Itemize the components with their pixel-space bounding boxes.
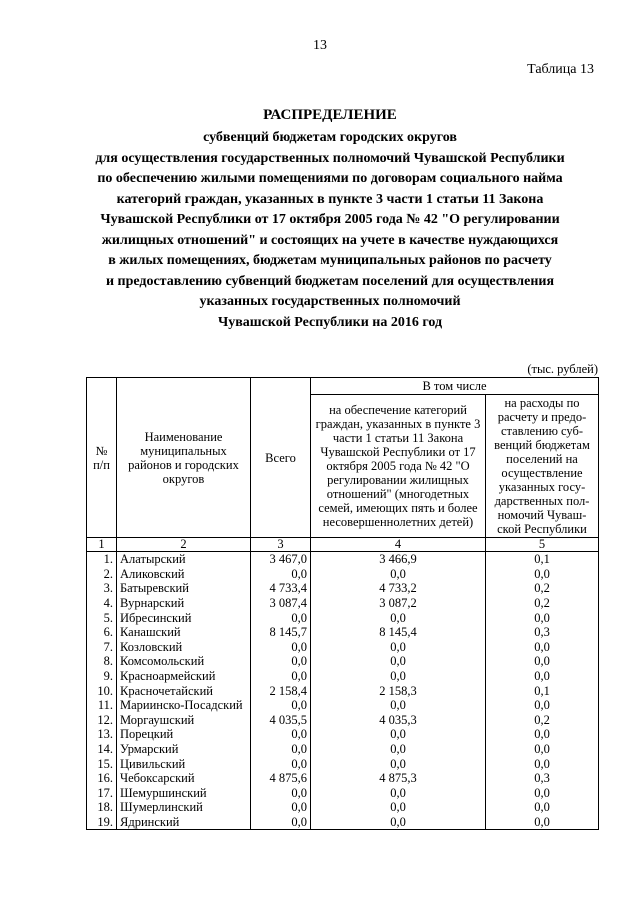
total-value: 4 733,4 xyxy=(251,581,311,596)
col-a-value: 4 035,3 xyxy=(311,713,486,728)
district-name: Канашский xyxy=(117,625,251,640)
header-name: Наименование муниципальных районов и городских округов xyxy=(117,378,251,538)
district-name: Ядринский xyxy=(117,815,251,830)
total-value: 2 158,4 xyxy=(251,683,311,698)
district-name: Батыревский xyxy=(117,581,251,596)
table-row xyxy=(87,771,599,786)
row-number: 6. xyxy=(87,625,117,640)
row-number: 7. xyxy=(87,640,117,655)
col-a-value: 0,0 xyxy=(311,640,486,655)
row-number: 4. xyxy=(87,596,117,611)
col-b-value: 0,2 xyxy=(486,713,599,728)
row-number: 13. xyxy=(87,727,117,742)
title-line: по обеспечению жилыми помещениями по договорам социального найма xyxy=(97,171,563,186)
total-value: 3 087,4 xyxy=(251,596,311,611)
col-a-value: 0,0 xyxy=(311,567,486,582)
row-number: 3. xyxy=(87,581,117,596)
table-row xyxy=(87,786,599,801)
row-number: 8. xyxy=(87,654,117,669)
col-b-value: 0,3 xyxy=(486,771,599,786)
district-name: Урмарский xyxy=(117,742,251,757)
district-name: Вурнарский xyxy=(117,596,251,611)
table-row xyxy=(87,654,599,669)
title-line: для осуществления государственных полномочий Чувашской Республики xyxy=(95,150,565,166)
col-a-value: 4 733,2 xyxy=(311,581,486,596)
total-value: 0,0 xyxy=(251,567,311,582)
total-value: 0,0 xyxy=(251,669,311,684)
row-number: 10. xyxy=(87,683,117,698)
col-a-value: 0,0 xyxy=(311,669,486,684)
total-value: 0,0 xyxy=(251,640,311,655)
col-a-value: 0,0 xyxy=(311,786,486,801)
district-name: Чебоксарский xyxy=(117,771,251,786)
distribution-table xyxy=(86,377,599,830)
units-label: (тыс. рублей) xyxy=(527,362,598,376)
col-b-value: 0,0 xyxy=(486,742,599,757)
row-number: 11. xyxy=(87,698,117,713)
district-name: Порецкий xyxy=(117,727,251,742)
table-row xyxy=(87,698,599,713)
col-a-value: 2 158,3 xyxy=(311,683,486,698)
total-value: 0,0 xyxy=(251,698,311,713)
table-row xyxy=(87,640,599,655)
col-a-value: 3 466,9 xyxy=(311,552,486,567)
title-line: указанных государственных полномочий xyxy=(199,294,461,309)
district-name: Мариинско-Посадский xyxy=(117,698,251,713)
table-row xyxy=(87,552,599,567)
total-value: 3 467,0 xyxy=(251,552,311,567)
col-b-value: 0,1 xyxy=(486,552,599,567)
total-value: 0,0 xyxy=(251,727,311,742)
col-b-value: 0,0 xyxy=(486,815,599,830)
title-line: субвенций бюджетам городских округов xyxy=(203,130,457,145)
row-number: 14. xyxy=(87,742,117,757)
district-name: Моргаушский xyxy=(117,713,251,728)
col-b-value: 0,0 xyxy=(486,640,599,655)
district-name: Красночетайский xyxy=(117,683,251,698)
column-number-row xyxy=(87,538,599,552)
col-b-value: 0,0 xyxy=(486,654,599,669)
page-number: 13 xyxy=(313,38,327,53)
col-b-value: 0,0 xyxy=(486,756,599,771)
table-row xyxy=(87,669,599,684)
row-number: 19. xyxy=(87,815,117,830)
col-a-value: 0,0 xyxy=(311,727,486,742)
row-number: 9. xyxy=(87,669,117,684)
total-value: 4 875,6 xyxy=(251,771,311,786)
col-a-value: 0,0 xyxy=(311,742,486,757)
header-col-a: на обеспечение категорий граждан, указанных в пункте 3 части 1 статьи 11 Закона Чувашской Республики от 17 октября 2005 года № 42 "О регулировании жилищных отношений" (многодетных семей, имеющих пять и более несовершеннолетних детей) xyxy=(311,395,486,538)
col-b-value: 0,0 xyxy=(486,727,599,742)
title-line: жилищных отношений" и состоящих на учете в качестве нуждающихся xyxy=(101,232,559,248)
row-number: 2. xyxy=(87,567,117,582)
title-lines xyxy=(40,128,620,333)
col-a-value: 0,0 xyxy=(311,698,486,713)
title-line: Чувашской Республики от 17 октября 2005 года № 42 "О регулировании xyxy=(100,212,560,227)
header-num: № п/п xyxy=(87,378,117,538)
header-col-b: на расходы по расчету и предо-ставлению суб-венций бюджетам поселений на осуществление указанных госу-дарственных пол-номочий Чуваш-ской Республики xyxy=(486,395,599,538)
total-value: 0,0 xyxy=(251,654,311,669)
table-header xyxy=(87,378,599,552)
table-row xyxy=(87,596,599,611)
district-name: Козловский xyxy=(117,640,251,655)
col-b-value: 0,3 xyxy=(486,625,599,640)
col-a-value: 0,0 xyxy=(311,610,486,625)
total-value: 8 145,7 xyxy=(251,625,311,640)
district-name: Аликовский xyxy=(117,567,251,582)
row-number: 17. xyxy=(87,786,117,801)
col-b-value: 0,0 xyxy=(486,786,599,801)
header-including: В том числе xyxy=(311,378,599,395)
table-row xyxy=(87,625,599,640)
table-row xyxy=(87,800,599,815)
col-a-value: 3 087,2 xyxy=(311,596,486,611)
col-a-value: 0,0 xyxy=(311,756,486,771)
total-value: 0,0 xyxy=(251,800,311,815)
row-number: 18. xyxy=(87,800,117,815)
title-line: и предоставлению субвенций бюджетам поселений для осуществления xyxy=(105,273,555,289)
total-value: 0,0 xyxy=(251,815,311,830)
district-name: Красноармейский xyxy=(117,669,251,684)
table-row xyxy=(87,756,599,771)
col-b-value: 0,2 xyxy=(486,596,599,611)
table-row xyxy=(87,610,599,625)
district-name: Цивильский xyxy=(117,756,251,771)
col-b-value: 0,0 xyxy=(486,698,599,713)
col-a-value: 0,0 xyxy=(311,815,486,830)
district-name: Ибресинский xyxy=(117,610,251,625)
district-name: Комсомольский xyxy=(117,654,251,669)
column-number: 1 xyxy=(87,538,117,552)
col-b-value: 0,1 xyxy=(486,683,599,698)
title-line: категорий граждан, указанных в пункте 3 части 1 статьи 11 Закона xyxy=(116,191,544,207)
column-number: 2 xyxy=(117,538,251,552)
row-number: 12. xyxy=(87,713,117,728)
column-number: 3 xyxy=(251,538,311,552)
col-a-value: 0,0 xyxy=(311,800,486,815)
title-heading: РАСПРЕДЕЛЕНИЕ xyxy=(263,107,397,123)
col-a-value: 4 875,3 xyxy=(311,771,486,786)
district-name: Алатырский xyxy=(117,552,251,567)
document-title xyxy=(40,106,620,333)
row-number: 5. xyxy=(87,610,117,625)
table-row xyxy=(87,581,599,596)
column-number: 4 xyxy=(311,538,486,552)
col-b-value: 0,0 xyxy=(486,800,599,815)
table-body xyxy=(87,552,599,830)
col-b-value: 0,0 xyxy=(486,567,599,582)
table-label: Таблица 13 xyxy=(527,62,594,77)
col-a-value: 8 145,4 xyxy=(311,625,486,640)
title-line: в жилых помещениях, бюджетам муниципальных районов по расчету xyxy=(108,253,552,268)
total-value: 4 035,5 xyxy=(251,713,311,728)
header-total: Всего xyxy=(251,378,311,538)
row-number: 1. xyxy=(87,552,117,567)
total-value: 0,0 xyxy=(251,742,311,757)
table-row xyxy=(87,567,599,582)
table-row xyxy=(87,713,599,728)
table-row xyxy=(87,683,599,698)
col-b-value: 0,0 xyxy=(486,669,599,684)
col-a-value: 0,0 xyxy=(311,654,486,669)
row-number: 16. xyxy=(87,771,117,786)
table-row xyxy=(87,815,599,830)
col-b-value: 0,2 xyxy=(486,581,599,596)
col-b-value: 0,0 xyxy=(486,610,599,625)
table-row xyxy=(87,727,599,742)
district-name: Шумерлинский xyxy=(117,800,251,815)
row-number: 15. xyxy=(87,756,117,771)
district-name: Шемуршинский xyxy=(117,786,251,801)
total-value: 0,0 xyxy=(251,756,311,771)
total-value: 0,0 xyxy=(251,786,311,801)
total-value: 0,0 xyxy=(251,610,311,625)
column-number: 5 xyxy=(486,538,599,552)
table-row xyxy=(87,742,599,757)
title-line: Чувашской Республики на 2016 год xyxy=(217,314,443,330)
